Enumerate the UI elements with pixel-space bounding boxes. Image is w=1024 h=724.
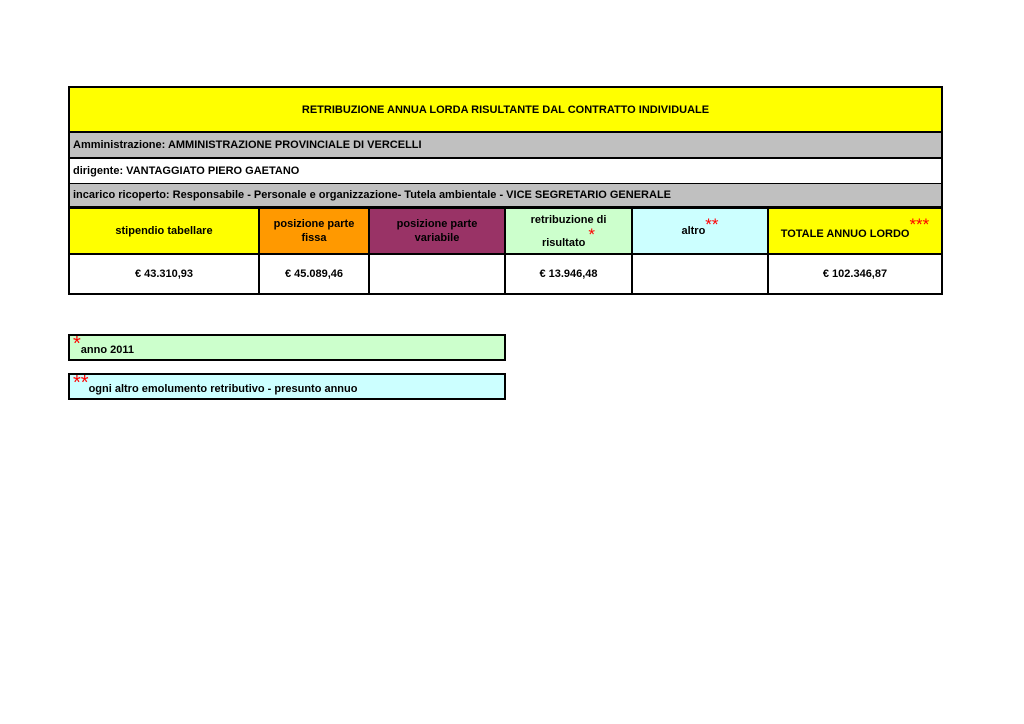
value-posizione-variabile [368,253,506,295]
value-posizione-fissa [258,253,370,295]
value-stipendio-text: € 43.310,93 [134,268,194,280]
header-retribuzione-asterisk: * [588,224,596,244]
note-anno-asterisk: * [73,333,81,355]
header-retribuzione-line2: risultato [541,236,586,249]
header-posizione-variabile-label: posizione parte variabile [396,218,478,244]
header-totale [767,207,943,255]
header-posizione-variabile [368,207,506,255]
header-altro [631,207,769,255]
document-title-text: RETRIBUZIONE ANNUA LORDA RISULTANTE DAL CONTRATTO INDIVIDUALE [301,103,710,116]
value-totale [767,253,943,295]
value-altro [631,253,769,295]
header-posizione-fissa [258,207,370,255]
incarico-row [68,184,943,208]
value-totale-text: € 102.346,87 [822,268,888,280]
amministrazione-text: Amministrazione: AMMINISTRAZIONE PROVINCIALE DI VERCELLI [73,139,422,151]
dirigente-row [68,159,943,185]
note-anno [68,334,506,361]
incarico-text: incarico ricoperto: Responsabile - Personale e organizzazione- Tutela ambientale - VICE SEGRETARIO GENERALE [73,189,671,201]
amministrazione-row [68,133,943,159]
value-stipendio [68,253,260,295]
value-retribuzione-text: € 13.946,48 [539,268,598,280]
note-altro-text: ogni altro emolumento retributivo - presunto annuo [88,383,358,395]
note-altro [68,373,506,400]
header-stipendio-label: stipendio tabellare [115,225,213,237]
header-retribuzione [504,207,633,255]
document-title [68,86,943,133]
dirigente-text: dirigente: VANTAGGIATO PIERO GAETANO [73,165,300,177]
value-retribuzione [504,253,633,295]
header-altro-asterisk: ** [705,215,719,234]
note-anno-text: anno 2011 [80,344,134,356]
note-altro-asterisk: ** [73,372,89,394]
header-stipendio [68,207,260,255]
header-totale-label: TOTALE ANNUO LORDO [780,228,910,240]
header-altro-label: altro [681,225,706,237]
salary-table [68,207,943,295]
value-posizione-fissa-text: € 45.089,46 [284,268,344,280]
header-totale-asterisk: *** [909,215,930,234]
header-posizione-fissa-label: posizione parte fissa [273,218,355,244]
header-retribuzione-line1: retribuzione di [530,213,607,226]
